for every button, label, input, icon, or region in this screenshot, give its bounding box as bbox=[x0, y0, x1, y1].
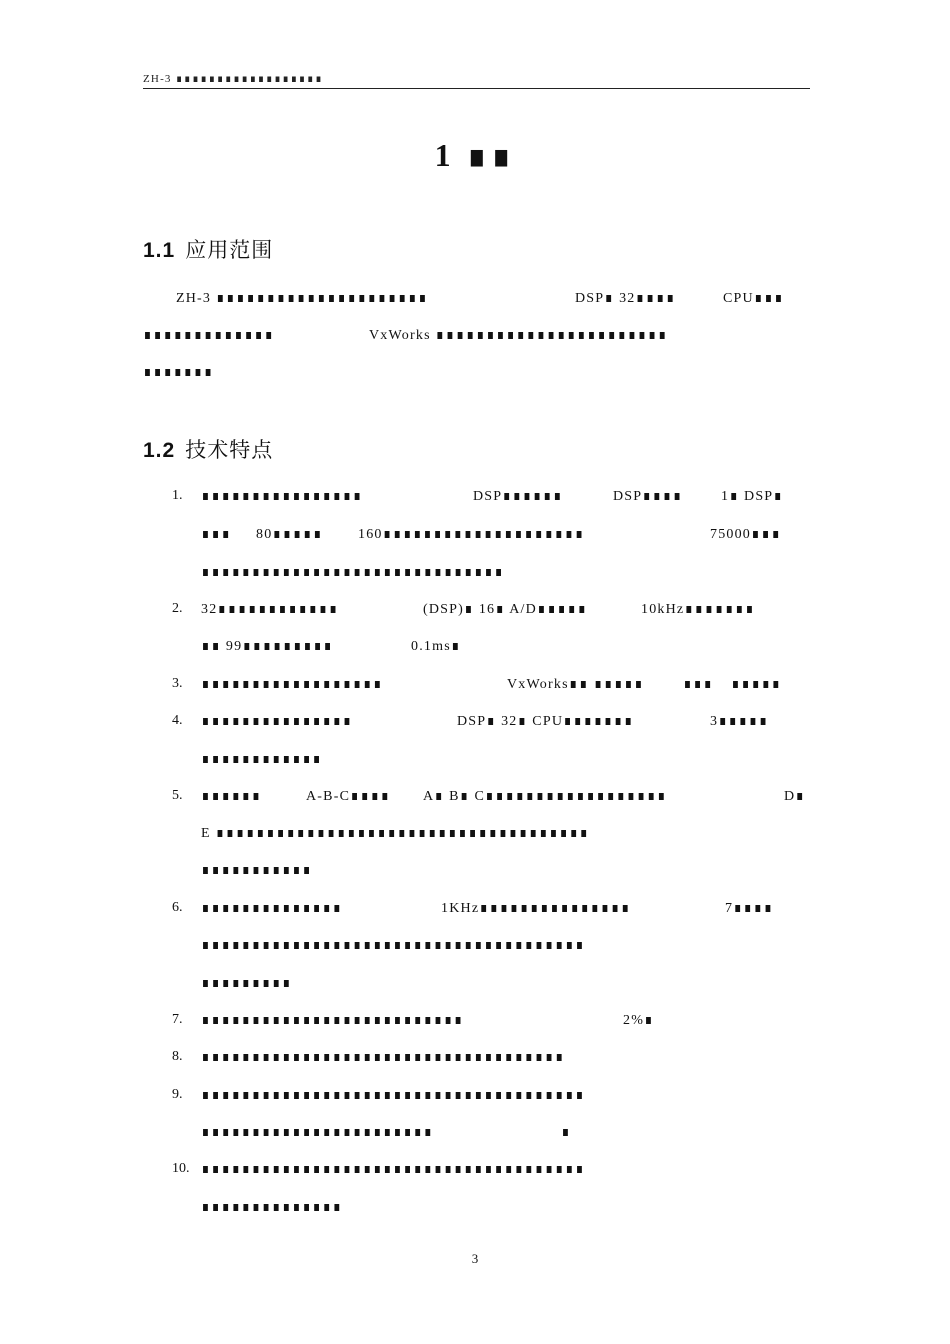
paragraph-line: ∎∎∎∎∎∎∎∎∎∎∎∎∎ bbox=[143, 328, 275, 343]
list-item-text: ∎∎∎∎∎∎ bbox=[201, 789, 262, 804]
list-item-text: DSP∎ 32∎ CPU∎∎∎∎∎∎∎ bbox=[457, 714, 634, 729]
list-item-text: ∎∎∎∎∎∎∎∎∎∎∎∎∎∎∎∎∎∎ bbox=[201, 677, 383, 692]
paragraph-line: ∎∎∎∎∎∎∎ bbox=[143, 365, 214, 380]
list-item-text: ∎ bbox=[561, 1125, 572, 1140]
list-item-text: 1KHz∎∎∎∎∎∎∎∎∎∎∎∎∎∎∎ bbox=[441, 901, 631, 916]
list-item-text: E ∎∎∎∎∎∎∎∎∎∎∎∎∎∎∎∎∎∎∎∎∎∎∎∎∎∎∎∎∎∎∎∎∎∎∎∎∎ bbox=[201, 826, 590, 841]
list-item-text: ∎∎∎∎∎∎∎∎∎∎∎∎∎∎ bbox=[201, 1200, 343, 1215]
list-item-text: A∎ B∎ C∎∎∎∎∎∎∎∎∎∎∎∎∎∎∎∎∎∎ bbox=[423, 789, 667, 804]
list-item-text: VxWorks∎∎ ∎∎∎∎∎ bbox=[507, 677, 645, 692]
list-item-text: ∎∎∎∎∎∎∎∎∎∎∎∎∎∎∎∎∎∎∎∎∎∎∎∎∎∎ bbox=[201, 1013, 464, 1028]
list-item-text: ∎∎∎∎∎∎∎∎∎∎∎∎∎∎∎∎∎∎∎∎∎∎∎∎∎∎∎∎∎∎∎∎∎∎∎∎∎∎ bbox=[201, 1162, 586, 1177]
list-item-number: 5. bbox=[172, 788, 183, 803]
list-item-text: ∎∎∎∎∎ bbox=[731, 677, 782, 692]
list-item-text: 75000∎∎∎ bbox=[710, 527, 782, 542]
list-item-text: 3∎∎∎∎∎ bbox=[710, 714, 769, 729]
list-item-text: ∎∎∎ bbox=[201, 527, 232, 542]
header-rule bbox=[143, 88, 810, 89]
list-item-text: ∎∎∎∎∎∎∎∎∎∎∎ bbox=[201, 863, 313, 878]
paragraph-line: VxWorks ∎∎∎∎∎∎∎∎∎∎∎∎∎∎∎∎∎∎∎∎∎∎∎ bbox=[369, 328, 668, 343]
page-number: 3 bbox=[471, 1251, 479, 1266]
list-item-text: ∎∎∎∎∎∎∎∎∎∎∎∎∎∎∎∎∎∎∎∎∎∎∎ bbox=[201, 1125, 434, 1140]
list-item-text: 32∎∎∎∎∎∎∎∎∎∎∎∎ bbox=[201, 602, 339, 617]
section-title-text: 应用范围 bbox=[185, 239, 274, 262]
list-item-text: ∎∎∎∎∎∎∎∎∎∎∎∎∎∎ bbox=[201, 901, 343, 916]
list-item-number: 3. bbox=[172, 676, 183, 691]
list-item-text: ∎∎∎∎∎∎∎∎∎∎∎∎ bbox=[201, 752, 323, 767]
list-item-text: DSP∎∎∎∎ bbox=[613, 489, 683, 504]
page-header: ZH-3 ∎∎∎∎∎∎∎∎∎∎∎∎∎∎∎∎∎∎ bbox=[143, 73, 324, 85]
list-item-number: 6. bbox=[172, 900, 183, 915]
list-item-number: 10. bbox=[172, 1161, 190, 1176]
list-item-text: DSP∎∎∎∎∎∎ bbox=[473, 489, 563, 504]
list-item-text: 1∎ DSP∎ bbox=[721, 489, 784, 504]
list-item-number: 9. bbox=[172, 1087, 183, 1102]
list-item-text: ∎∎∎∎∎∎∎∎∎∎∎∎∎∎∎ bbox=[201, 714, 353, 729]
list-item-text: 10kHz∎∎∎∎∎∎∎ bbox=[641, 602, 756, 617]
list-item-text: 160∎∎∎∎∎∎∎∎∎∎∎∎∎∎∎∎∎∎∎∎ bbox=[358, 527, 585, 542]
list-item-text: 80∎∎∎∎∎ bbox=[256, 527, 323, 542]
paragraph-line: CPU∎∎∎ bbox=[723, 291, 785, 306]
chapter-title-text: ∎∎ bbox=[466, 137, 516, 173]
list-item-text: (DSP)∎ 16∎ A/D∎∎∎∎∎ bbox=[423, 602, 588, 617]
list-item-text: D∎ bbox=[784, 789, 806, 804]
list-item-number: 7. bbox=[172, 1012, 183, 1027]
chapter-title bbox=[0, 136, 950, 174]
paragraph-line: DSP∎ 32∎∎∎∎ bbox=[575, 291, 676, 306]
list-item-text: 2%∎ bbox=[623, 1013, 655, 1028]
list-item-text: A-B-C∎∎∎∎ bbox=[306, 789, 391, 804]
section-title-text: 技术特点 bbox=[185, 439, 274, 462]
list-item-number: 2. bbox=[172, 601, 183, 616]
list-item-text: ∎∎∎∎∎∎∎∎∎∎∎∎∎∎∎∎∎∎∎∎∎∎∎∎∎∎∎∎∎∎∎∎∎∎∎∎∎∎ bbox=[201, 938, 586, 953]
list-item-text: ∎∎∎∎∎∎∎∎∎∎∎∎∎∎∎∎∎∎∎∎∎∎∎∎∎∎∎∎∎∎∎∎∎∎∎∎ bbox=[201, 1050, 565, 1065]
list-item-text: 0.1ms∎ bbox=[411, 639, 461, 654]
list-item-text: ∎∎∎∎∎∎∎∎∎∎∎∎∎∎∎∎∎∎∎∎∎∎∎∎∎∎∎∎∎∎ bbox=[201, 565, 505, 580]
list-item-text: ∎∎∎ bbox=[683, 677, 714, 692]
list-item-text: ∎∎∎∎∎∎∎∎∎ bbox=[201, 976, 292, 991]
paragraph-line: ZH-3 ∎∎∎∎∎∎∎∎∎∎∎∎∎∎∎∎∎∎∎∎∎ bbox=[176, 291, 429, 306]
list-item-number: 4. bbox=[172, 713, 183, 728]
chapter-number: 1 bbox=[434, 137, 455, 173]
list-item-number: 1. bbox=[172, 488, 183, 503]
section-number: 1.1 bbox=[143, 239, 176, 262]
list-item-number: 8. bbox=[172, 1049, 183, 1064]
list-item-text: ∎∎ 99∎∎∎∎∎∎∎∎∎ bbox=[201, 639, 334, 654]
section-number: 1.2 bbox=[143, 439, 176, 462]
list-item-text: 7∎∎∎∎ bbox=[725, 901, 774, 916]
section-heading-1-2 bbox=[143, 434, 273, 464]
list-item-text: ∎∎∎∎∎∎∎∎∎∎∎∎∎∎∎∎∎∎∎∎∎∎∎∎∎∎∎∎∎∎∎∎∎∎∎∎∎∎ bbox=[201, 1088, 586, 1103]
section-heading-1-1 bbox=[143, 234, 273, 264]
list-item-text: ∎∎∎∎∎∎∎∎∎∎∎∎∎∎∎∎ bbox=[201, 489, 363, 504]
